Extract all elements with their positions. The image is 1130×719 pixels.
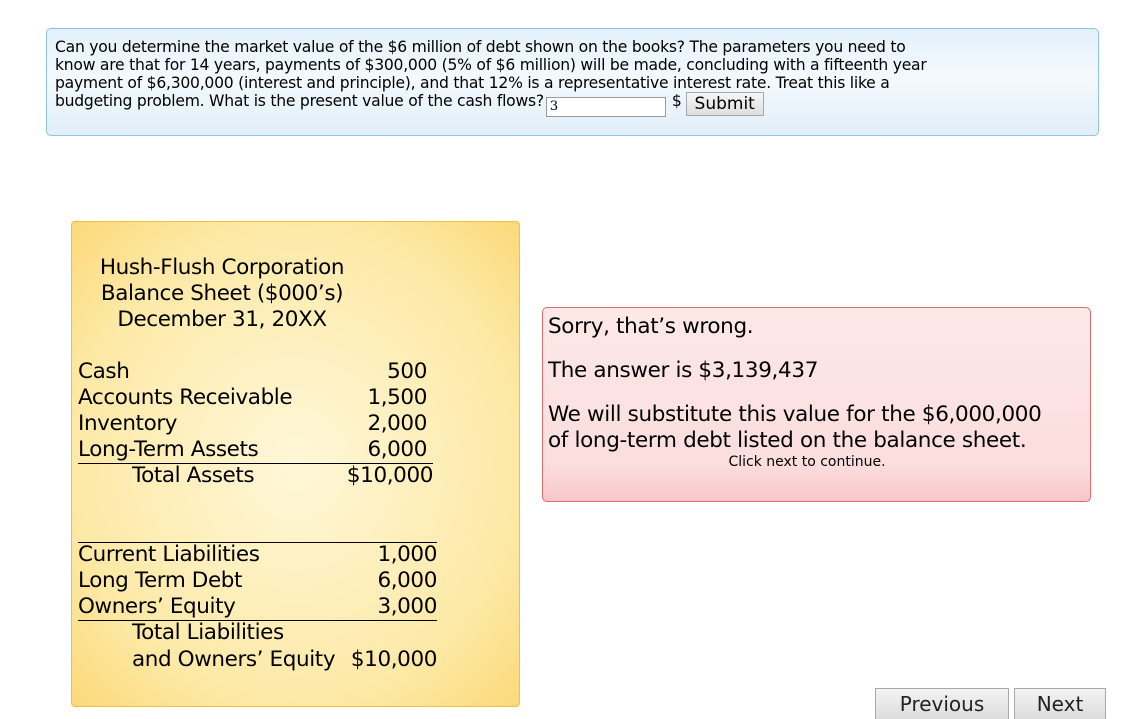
balance-sheet-heading [72,255,372,333]
question-text-line-4-text: budgeting problem. What is the present value of the cash flows? [55,92,544,110]
feedback-explanation-line-1: We will substitute this value for the $6,000,000 [548,402,1042,427]
asset-value: 500 [387,359,427,384]
liability-label: Current Liabilities [78,542,260,567]
liability-value: 3,000 [377,594,437,619]
question-text-line-4 [55,92,1090,117]
liability-value: 6,000 [377,568,437,593]
question-text-line-2: know are that for 14 years, payments of $300,000 (5% of $6 million) will be made, concluding with a fifteenth year [55,56,927,74]
liability-value: 1,000 [377,542,437,567]
feedback-status: Sorry, that’s wrong. [548,314,754,339]
total-liabilities-label: Total Liabilities [132,620,284,645]
feedback-spacer [548,384,1090,402]
total-liabilities-value: $10,000 [350,647,437,672]
answer-input[interactable]: 3 [546,97,666,117]
feedback-spacer [548,340,1090,358]
liability-label: Long Term Debt [78,568,243,593]
asset-label: Inventory [78,411,178,436]
asset-label: Accounts Receivable [78,385,293,410]
asset-label: Cash [78,359,130,384]
question-text-line-3: payment of $6,300,000 (interest and principle), and that 12% is a representative interest rate. Treat this like a [55,74,890,92]
total-liabilities-label-continued: and Owners’ Equity [132,647,336,672]
liability-label: Owners’ Equity [78,594,236,619]
feedback-answer: The answer is $3,139,437 [548,358,819,383]
submit-button[interactable]: Submit [686,92,764,116]
currency-symbol: $ [671,92,682,110]
question-panel [46,28,1099,136]
statement-date: December 31, 20XX [117,307,327,332]
feedback-explanation-line-2: of long-term debt listed on the balance sheet. [548,428,1027,453]
asset-label: Long-Term Assets [78,437,259,462]
total-assets-label: Total Assets [132,463,255,488]
total-assets-value: $10,000 [346,463,433,488]
feedback-continue-note: Click next to continue. [728,454,886,470]
asset-value: 2,000 [367,411,427,436]
feedback-panel [542,307,1091,502]
next-button[interactable]: Next [1014,688,1106,719]
asset-value: 1,500 [367,385,427,410]
asset-value: 6,000 [367,437,427,462]
statement-title: Balance Sheet ($000’s) [100,281,344,306]
question-text-line-1: Can you determine the market value of the $6 million of debt shown on the books? The parameters you need to [55,38,906,56]
balance-sheet-card [71,221,520,707]
company-name: Hush-Flush Corporation [99,255,345,280]
previous-button[interactable]: Previous [875,688,1009,719]
